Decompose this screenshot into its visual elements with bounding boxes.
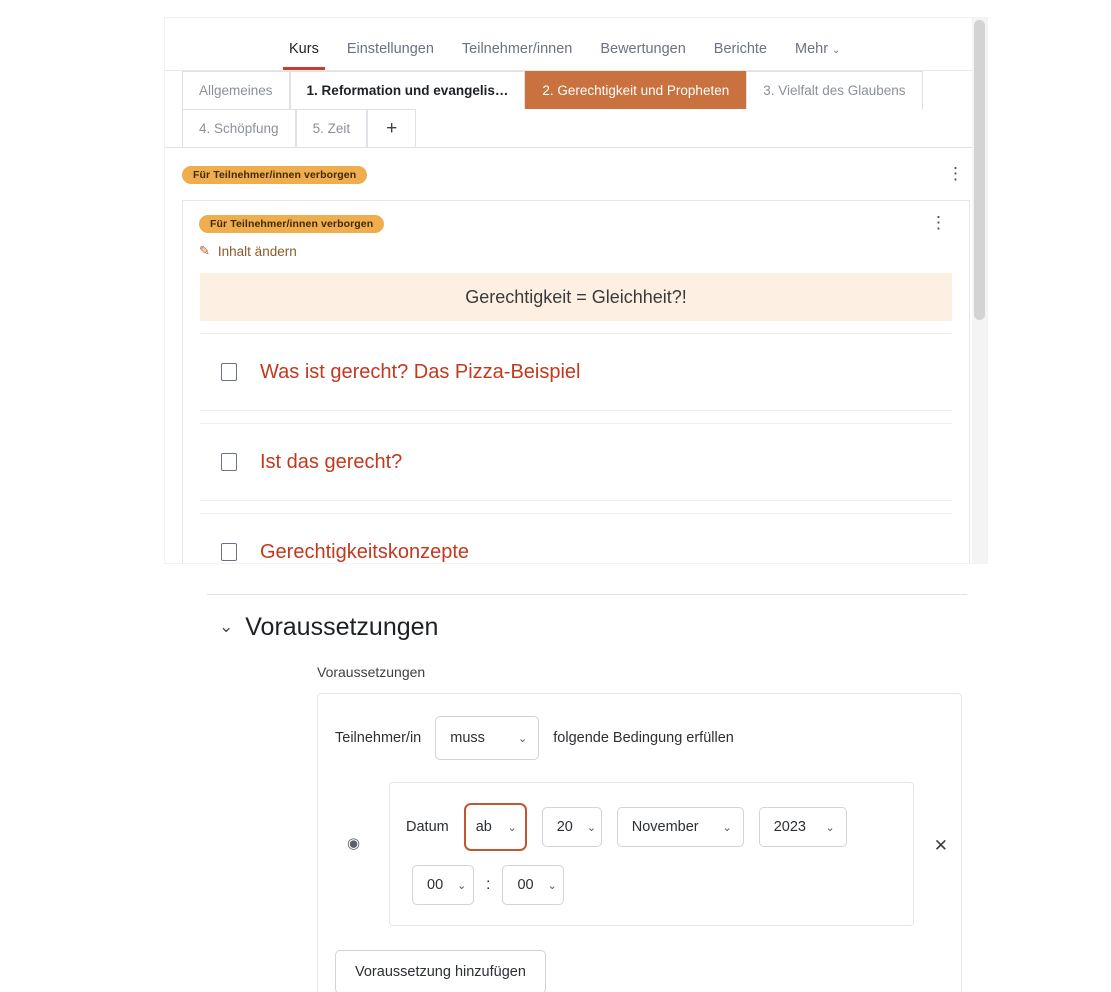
activity-card	[182, 200, 970, 563]
tab-bewertungen-label: Bewertungen	[600, 41, 686, 57]
must-select[interactable]	[435, 716, 539, 760]
book-icon	[221, 453, 237, 471]
remove-condition-button[interactable]: ✕	[933, 836, 948, 855]
tab-einstellungen[interactable]	[333, 41, 448, 70]
date-label: Datum	[406, 819, 449, 835]
section-tab-strip-row1	[165, 71, 987, 110]
section-tab-vielfalt-label: 3. Vielfalt des Glaubens	[763, 83, 906, 98]
chevron-down-icon: ⌄	[832, 45, 841, 56]
add-section-button[interactable]	[367, 109, 416, 147]
section-tab-allgemeines[interactable]	[182, 71, 290, 109]
edit-content-link[interactable]	[183, 243, 969, 269]
prerequisites-form	[317, 693, 962, 992]
section-tab-schoepfung-label: 4. Schöpfung	[199, 121, 279, 136]
section-tab-zeit-label: 5. Zeit	[312, 121, 351, 136]
tab-teilnehmer-label: Teilnehmer/innen	[461, 41, 573, 57]
hour-select[interactable]	[412, 865, 474, 905]
chevron-down-icon: ⌄	[547, 879, 557, 892]
book-icon	[221, 363, 237, 381]
minute-select[interactable]	[502, 865, 564, 905]
tab-kurs[interactable]	[275, 41, 333, 70]
chevron-down-icon: ⌄	[825, 821, 835, 834]
tab-einstellungen-label: Einstellungen	[346, 41, 434, 57]
section-banner-text: Gerechtigkeit = Gleichheit?!	[465, 286, 687, 307]
condition-text: folgende Bedingung erfüllen	[553, 730, 734, 746]
activity-item-1[interactable]	[200, 333, 952, 410]
day-select-value: 20	[556, 819, 573, 835]
tab-teilnehmer[interactable]	[448, 41, 586, 70]
section-content	[165, 148, 987, 563]
date-operator-value: ab	[475, 819, 492, 835]
section-banner	[200, 273, 952, 321]
prerequisites-field-label: Voraussetzungen	[317, 664, 426, 680]
activity-card-header	[183, 201, 969, 243]
condition-block-wrapper	[318, 782, 961, 926]
chevron-down-icon: ⌄	[507, 821, 517, 834]
chevron-down-icon: ⌄	[518, 732, 528, 745]
section-tab-reformation[interactable]	[290, 71, 526, 109]
participant-label: Teilnehmer/in	[335, 730, 422, 746]
prerequisites-header[interactable]	[219, 613, 967, 642]
year-select-value: 2023	[773, 819, 806, 835]
time-separator: :	[486, 876, 491, 893]
section-header-row	[182, 166, 970, 184]
section-tab-gerechtigkeit[interactable]	[525, 71, 746, 109]
activity-item-2[interactable]	[200, 423, 952, 500]
section-tab-vielfalt[interactable]	[746, 71, 922, 109]
page-title: Voraussetzungen	[245, 613, 439, 641]
pencil-icon: ✎	[199, 243, 210, 258]
course-nav-tabs	[165, 18, 987, 71]
date-condition-block	[347, 782, 948, 926]
month-select[interactable]	[617, 807, 744, 847]
tab-mehr-label: Mehr	[795, 41, 829, 57]
section-tab-schoepfung[interactable]	[182, 109, 296, 147]
tab-bewertungen[interactable]	[586, 41, 699, 70]
vertical-scrollbar[interactable]	[972, 18, 987, 563]
tab-berichte-label: Berichte	[713, 41, 767, 57]
divider	[200, 410, 952, 411]
plus-icon: +	[386, 117, 398, 139]
section-tab-gerechtigkeit-label: 2. Gerechtigkeit und Propheten	[542, 83, 730, 98]
section-tab-allgemeines-label: Allgemeines	[199, 83, 273, 98]
minute-select-value: 00	[517, 877, 534, 893]
status-badge-hidden-outer: Für Teilnehmer/innen verborgen	[182, 166, 367, 184]
divider	[200, 500, 952, 501]
eye-icon[interactable]: ◉	[347, 835, 361, 852]
date-row	[390, 803, 913, 851]
prerequisites-panel	[183, 594, 987, 992]
book-icon	[221, 543, 237, 561]
tab-berichte[interactable]	[700, 41, 781, 70]
section-tab-strip-row2	[165, 109, 987, 148]
activity-menu-kebab-icon[interactable]: ⋮	[930, 213, 947, 232]
section-tab-zeit[interactable]	[296, 109, 368, 147]
activity-title-1: Was ist gerecht? Das Pizza-Beispiel	[260, 360, 581, 383]
must-select-value: muss	[450, 730, 485, 746]
prerequisites-section	[207, 594, 967, 992]
section-tab-reformation-label: 1. Reformation und evangelis…	[306, 83, 509, 98]
status-badge-hidden-inner: Für Teilnehmer/innen verborgen	[199, 215, 384, 233]
year-select[interactable]	[759, 807, 847, 847]
tab-mehr[interactable]	[781, 41, 854, 70]
date-operator-select[interactable]	[464, 803, 527, 851]
tab-kurs-label: Kurs	[289, 41, 319, 57]
scrollbar-thumb[interactable]	[974, 20, 985, 320]
chevron-down-icon: ⌄	[722, 821, 732, 834]
chevron-down-icon: ⌄	[586, 821, 597, 834]
chevron-down-icon: ⌄	[457, 879, 467, 892]
hour-select-value: 00	[427, 877, 444, 893]
condition-row	[318, 716, 961, 760]
add-prerequisite-button[interactable]: Voraussetzung hinzufügen	[335, 950, 546, 992]
chevron-down-icon: ⌄	[219, 616, 234, 636]
course-page-panel	[165, 18, 987, 563]
edit-content-label: Inhalt ändern	[217, 243, 297, 259]
time-row	[390, 865, 913, 905]
activity-title-3: Gerechtigkeitskonzepte	[260, 540, 470, 563]
activity-title-2: Ist das gerecht?	[260, 450, 403, 473]
section-menu-kebab-icon[interactable]: ⋮	[947, 164, 964, 183]
activity-item-3[interactable]	[200, 513, 952, 563]
month-select-value: November	[631, 819, 699, 835]
day-select[interactable]	[542, 807, 602, 847]
